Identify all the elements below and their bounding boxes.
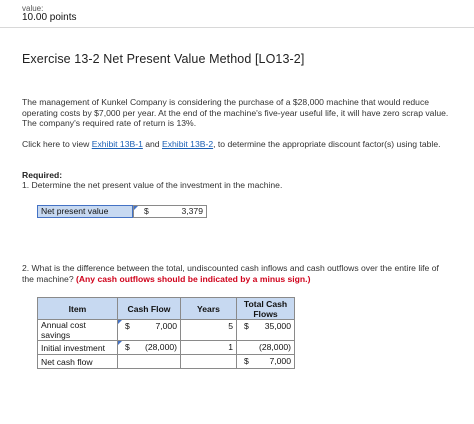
npv-value: 3,379 [181,206,203,216]
header-cash-flow: Cash Flow [118,298,181,320]
total-currency: $ [244,356,249,366]
table-row [38,341,295,355]
exercise-title: Exercise 13-2 Net Present Value Method [LO13-2] [22,52,305,66]
npv-label: Net present value [37,205,133,218]
header-item: Item [38,298,118,320]
years-value: 5 [228,321,233,331]
cash-flow-input[interactable] [118,355,181,369]
click-prefix: Click here to view [22,139,92,149]
years-input[interactable] [181,341,237,355]
input-corner-marker [118,341,122,345]
cash-flow-value: (28,000) [144,342,177,352]
row-label: Initial investment [38,341,118,355]
total-cash-flow-input[interactable] [237,341,295,355]
cash-flow-input[interactable] [118,341,181,355]
npv-input[interactable] [133,205,207,218]
total-cash-flow-input[interactable] [237,355,295,369]
total-cash-flow-input[interactable] [237,320,295,341]
total-currency: $ [244,321,249,331]
row-label: Annual cost savings [38,320,118,341]
click-and: and [142,139,162,149]
years-input[interactable] [181,320,237,341]
question-2-text: 2. What is the difference between the total, undiscounted cash inflows and cash outflows over the entire life of the machine? [22,263,439,284]
cash-flow-input[interactable] [118,320,181,341]
exhibit-13b-1-link[interactable]: Exhibit 13B-1 [91,139,143,149]
cash-flow-currency: $ [125,321,130,331]
total-value: (28,000) [258,342,291,352]
years-input[interactable] [181,355,237,369]
cash-flow-currency: $ [125,342,130,352]
question-1: 1. Determine the net present value of the investment in the machine. [22,180,283,190]
input-corner-marker [134,206,138,210]
question-2-note: (Any cash outflows should be indicated by a minus sign.) [75,273,311,284]
question-2 [22,263,452,284]
input-corner-marker [118,320,122,324]
years-value: 1 [228,342,233,352]
header-total-cash-flows: Total Cash Flows [237,298,295,320]
row-label: Net cash flow [38,355,118,369]
table-header-row [38,298,295,320]
total-value: 35,000 [264,321,291,331]
total-value: 7,000 [269,356,291,366]
problem-description: The management of Kunkel Company is considering the purchase of a $28,000 machine that would reduce operating costs by $7,000 per year. At the end of the machine's five-year useful life, it will have zero scrap value. The company's required rate of return is 13%. [22,97,449,129]
points-value: 10.00 points [22,12,77,23]
cash-flow-table [37,297,295,369]
value-label: value: [22,4,44,13]
table-row [38,320,295,341]
header-divider [0,27,474,28]
exhibit-13b-2-link[interactable]: Exhibit 13B-2 [161,139,214,149]
table-row [38,355,295,369]
cash-flow-value: 7,000 [155,321,177,331]
required-heading: Required: [22,170,63,180]
header-years: Years [181,298,237,320]
exhibit-instructions [22,139,452,150]
click-suffix: , to determine the appropriate discount factor(s) using table. [213,139,441,149]
npv-currency: $ [144,206,149,216]
